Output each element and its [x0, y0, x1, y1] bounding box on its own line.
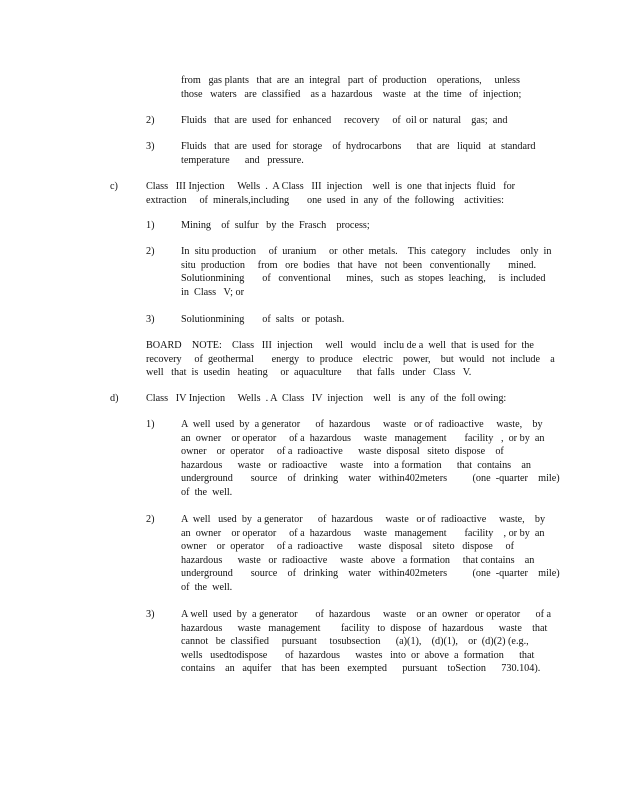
text-line: wells usedtodispose of hazardous wastes into or above a formation that: [181, 649, 535, 661]
text-line: Mining of sulfur by the Frasch process;: [181, 220, 370, 231]
section-d-heading: [146, 392, 506, 406]
text-line: owner or operator of a radioactive waste disposal siteto dispose of: [181, 446, 504, 458]
text-line: Solutionmining of salts or potash.: [181, 314, 345, 325]
text-line: A well used by a generator of hazardous waste or of radioactive waste, by: [181, 419, 543, 430]
text-line: an owner or operator of a hazardous waste management facility , or by an: [181, 527, 545, 539]
text-line: underground source of drinking water within402meters (one -quarter mile): [181, 568, 560, 580]
item-number: 1): [146, 419, 155, 430]
text-line: temperature and pressure.: [181, 154, 304, 166]
text-line: Class IV Injection Wells . A Class IV injection well is any of the foll owing:: [146, 393, 507, 404]
text-line: of the well.: [181, 486, 233, 498]
list-item: [181, 418, 560, 500]
text-line: A well used by a generator of hazardous waste or of radioactive waste, by: [181, 514, 546, 525]
list-item: [181, 245, 551, 299]
text-line: In situ production of uranium or other metals. This category includes only in: [181, 246, 552, 257]
text-line: situ production from ore bodies that have not been conventionally mined.: [181, 259, 537, 271]
item-number: 2): [146, 115, 155, 126]
text-line: an owner or operator of a hazardous waste management facility , or by an: [181, 432, 545, 444]
list-item: [181, 140, 536, 167]
list-item: [181, 608, 551, 676]
text-line: hazardous waste or radioactive waste into a formation that contains an: [181, 459, 531, 471]
text-line: well that is usedin heating or aquaculture that falls under Class V.: [146, 367, 472, 379]
text-line: Solutionmining of conventional mines, such as stopes leaching, is included: [181, 273, 546, 285]
text-line: recovery of geothermal energy to produce electric power, but would not include a: [146, 353, 555, 365]
text-line: cannot be classified pursuant tosubsection (a)(1), (d)(1), or (d)(2) (e.g.,: [181, 636, 529, 648]
item-number: 3): [146, 314, 155, 325]
section-letter: d): [110, 393, 119, 404]
item-number: 3): [146, 141, 155, 152]
text-line: extraction of minerals,including one used in any of the following activities:: [146, 194, 504, 206]
text-line: Class III Injection Wells . A Class III injection well is one that injects fluid for: [146, 181, 516, 192]
text-line: A well used by a generator of hazardous waste or an owner or operator of a: [181, 609, 552, 620]
text-line: BOARD NOTE: Class III injection well would inclu de a well that is used for the: [146, 340, 534, 351]
list-item: [181, 219, 370, 233]
text-line: those waters are classified as a hazardous waste at the time of injection;: [181, 88, 522, 100]
text-line: hazardous waste management facility to dispose of hazardous waste that: [181, 622, 548, 634]
item-number: 1): [146, 220, 155, 231]
text-line: from gas plants that are an integral part of production operations, unless: [181, 75, 520, 86]
board-note: [146, 339, 555, 380]
item-number: 2): [146, 246, 155, 257]
list-item: [181, 313, 344, 327]
section-letter: c): [110, 181, 118, 192]
text-line: hazardous waste or radioactive waste above a formation that contains an: [181, 554, 535, 566]
item-number: 2): [146, 514, 155, 525]
text-line: of the well.: [181, 581, 233, 593]
text-line: owner or operator of a radioactive waste disposal siteto dispose of: [181, 541, 514, 553]
item-number: 3): [146, 609, 155, 620]
carry-over-paragraph: [181, 74, 521, 101]
text-line: in Class V; or: [181, 286, 245, 298]
text-line: Fluids that are used for storage of hydrocarbons that are liquid at standard: [181, 141, 536, 152]
text-line: contains an aquifer that has been exempted pursuant toSection 730.104).: [181, 663, 541, 675]
section-c-heading: [146, 180, 515, 207]
list-item: [181, 513, 560, 595]
list-item: [181, 114, 507, 128]
text-line: underground source of drinking water within402meters (one -quarter mile): [181, 473, 560, 485]
text-line: Fluids that are used for enhanced recovery of oil or natural gas; and: [181, 115, 508, 126]
